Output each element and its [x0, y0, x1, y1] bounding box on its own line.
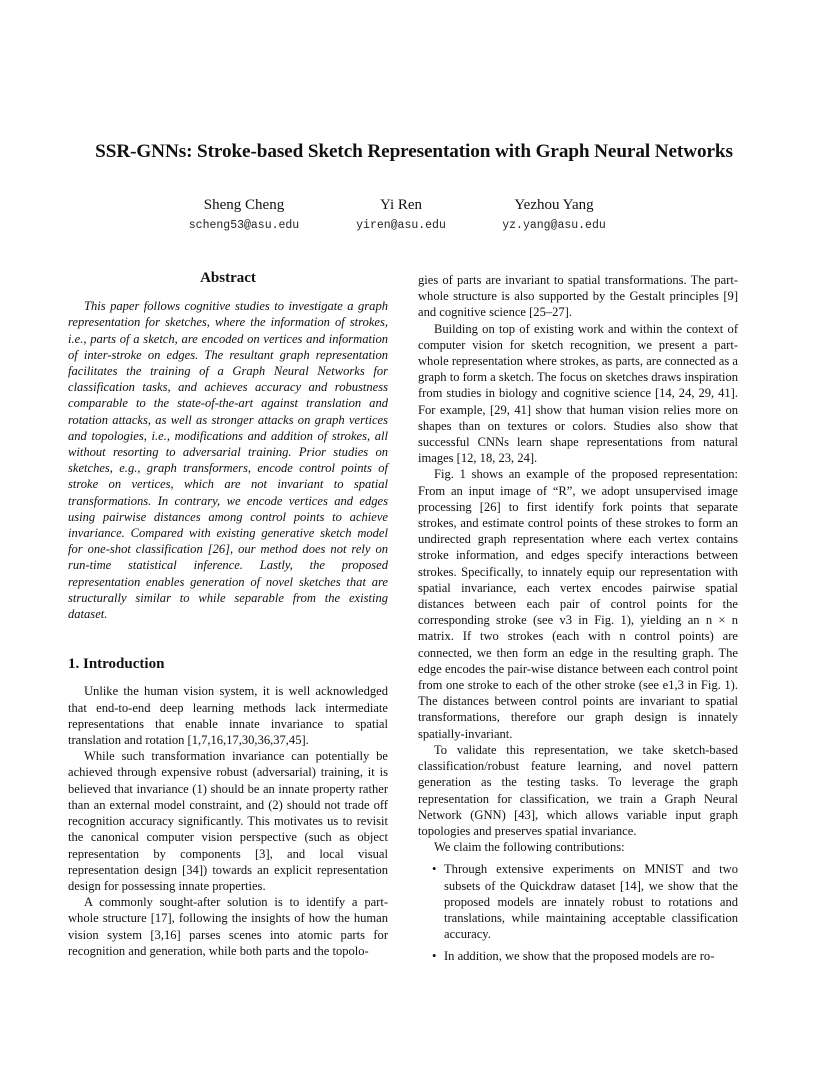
- author-name: Sheng Cheng: [203, 197, 285, 213]
- list-item: • In addition, we show that the proposed models are ro-: [432, 949, 715, 964]
- author-email: scheng53@asu.edu: [188, 219, 300, 232]
- contributions-list: [418, 861, 738, 964]
- list-item-text: Through extensive experiments on MNIST and two subsets of the Quickdraw dataset [14], we show that the proposed models are innately robust to rotations and translations, while maintaining acceptable classification accuracy.: [444, 862, 738, 942]
- left-column: [68, 270, 388, 959]
- author-name: Yezhou Yang: [514, 197, 594, 213]
- author-email: yiren@asu.edu: [356, 219, 446, 232]
- abstract-heading: Abstract: [200, 270, 256, 286]
- intro-paragraph-7: To validate this representation, we take sketch-based classification/robust feature learning, and novel pattern generation as the testing tasks. To leverage the graph representation for classification, we train a Graph Neural Network (GNN) [43], which allows variable input graph topologies and preserves spatial invariance.: [418, 742, 738, 838]
- introduction-heading: 1. Introduction: [68, 656, 165, 673]
- author-email: yz.yang@asu.edu: [502, 219, 606, 232]
- list-item: • Through extensive experiments on MNIST and two subsets of the Quickdraw dataset [14], we show that the proposed models are innately robust to rotations and translations, while maintaining acceptable classification accuracy.: [432, 862, 738, 942]
- list-item-text: In addition, we show that the proposed models are ro-: [444, 949, 715, 964]
- right-column: [418, 272, 738, 971]
- intro-paragraph-2: While such transformation invariance can potentially be achieved through expensive robust (adversarial) training, it is believed that invariance (1) should be an innate property rather than an external model constraint, and (2) should not trade off recognition accuracy significantly. This motivates us to revisit the canonical computer vision perspective (such as object representation by components [3], and local visual representation design [34]) towards an explicit representation design for possessing innate properties.: [68, 749, 388, 893]
- intro-paragraph-3: A commonly sought-after solution is to identify a part-whole structure [17], following the insights of how the human vision system [3,16] parses scenes into atomic parts for recognition and generation, while both parts and the topolo-: [68, 895, 388, 958]
- paper-title: SSR-GNNs: Stroke-based Sketch Representation with Graph Neural Networks: [95, 141, 733, 162]
- intro-paragraph-1: Unlike the human vision system, it is well acknowledged that end-to-end deep learning methods lack intermediate representations that enable innate invariance to spatial translation and rotation [1,7,16,17,30,36,37,45].: [68, 684, 388, 748]
- intro-paragraph-4: gies of parts are invariant to spatial transformations. The part-whole structure is also supported by the Gestalt principles [9] and cognitive science [25–27].: [418, 273, 738, 320]
- abstract-body: This paper follows cognitive studies to investigate a graph representation for sketches, where the information of strokes, i.e., parts of a sketch, are encoded on vertices and information of inter-stroke on edges. The resultant graph representation facilitates the training of a Graph Neural Networks for classification tasks, and achieves accuracy and robustness comparable to the state-of-the-art against translation and rotation attacks, as well as stronger attacks on graph vertices and topologies, i.e., modifications and addition of strokes, all without resorting to adversarial training. Prior studies on sketches, e.g., graph transformers, encode control points of stroke on vertices, which are not invariant to spatial transformations. In contrary, we encode vertices and edges using pairwise distances among control points to achieve invariance. Compared with existing generative sketch model for one-shot classification [26], our method does not rely on run-time statistical inference. Lastly, the proposed representation enables generation of novel sketches that are structurally similar to while separable from the existing dataset.: [68, 299, 388, 622]
- author-block-3: [454, 196, 654, 232]
- intro-paragraph-5: Building on top of existing work and within the context of computer vision for sketch recognition, we present a part-whole representation where strokes, as parts, are connected as a graph to form a sketch. The focus on sketches draws inspiration from studies in biology and cognitive science [14, 24, 29, 41]. For example, [29, 41] show that human vision relies more on shapes than on textures or colors. Studies also show that successful CNNs learn shape representations from natural images [12, 18, 23, 24].: [418, 321, 738, 466]
- author-name: Yi Ren: [379, 197, 423, 213]
- intro-paragraph-6: Fig. 1 shows an example of the proposed representation: From an input image of “R”, we adopt unsupervised image processing [26] to first identify fork points that separate strokes, and estimate control points of these strokes to form an undirected graph representation where each vertex contains stroke information, and edges specify interactions between strokes. Specifically, to innately equip our representation with spatial invariance, each vertex encodes pairwise spatial distances between each pair of control points for the corresponding stroke (see v3 in Fig. 1), yielding an n × n matrix. If two strokes (each with n control points) are connected, we then form an edge in the resulting graph. The edge encodes the pair-wise distance between each control point from one stroke to each of the other stroke (see e1,3 in Fig. 1). The distances between control points are invariant to spatial transformations, therefore our graph design is innately spatially-invariant.: [418, 467, 738, 741]
- contributions-lead: We claim the following contributions:: [434, 840, 625, 855]
